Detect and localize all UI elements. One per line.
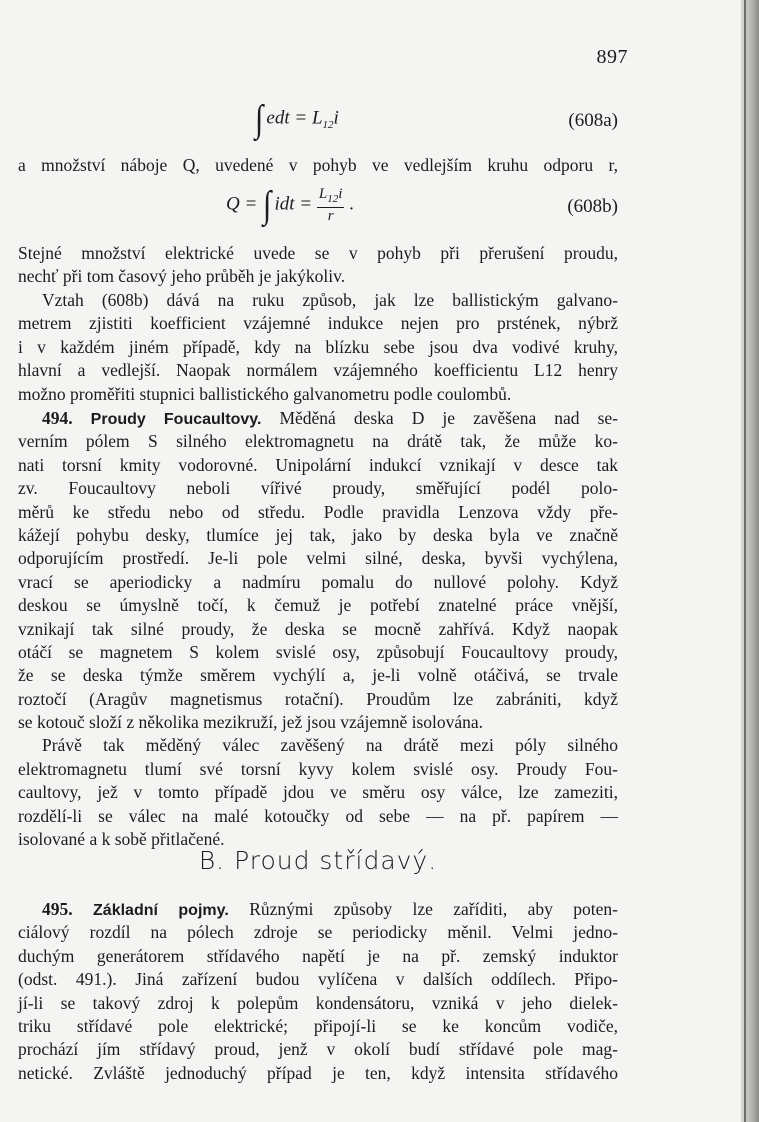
text-line: metrem zjistiti koefficient vzájemné indukce nejen pro prstének, nýbrž	[18, 313, 618, 334]
text-line: že se deska týmže směrem vychýlí a, je-li volně otáčivá, se trvale	[18, 665, 618, 686]
text-line: prochází jím střídavý proud, jenž v okolí budí střídavé pole mag-	[18, 1039, 618, 1060]
text-line: Stejné množství elektrické uvede se v pohyb při přerušení proudu,	[18, 243, 618, 263]
book-spine-edge	[741, 0, 759, 1122]
text-line: isolované a k sobě přitlačené.	[18, 829, 225, 850]
section-494-heading-line	[18, 407, 618, 430]
section-number: 495.	[42, 899, 73, 919]
text-line: rozdělí-li se válec na malé kotoučky od sebe — na př. papírem —	[18, 805, 618, 826]
text-line: roztočí (Aragův magnetismus rotační). Proudům lze zabrániti, když	[18, 688, 618, 709]
text-line: jí-li se takový zdroj k polepům kondensátoru, vzniká v jeho dielek-	[18, 992, 618, 1013]
text-line: ciálový rozdíl na pólech zdroje se periodicky měnil. Velmi jedno-	[18, 922, 618, 943]
section-494	[18, 407, 618, 851]
text-line: otáčí se magnetem S kolem svislé osy, způsobují Foucaultovy proudy,	[18, 641, 618, 662]
intro-line: a množství náboje Q, uvedené v pohyb ve vedlejším kruhu odporu r,	[18, 155, 618, 175]
text-line: možno proměřiti stupnici ballistického galvanometru podle coulombů.	[18, 383, 512, 404]
integral-icon: ∫	[263, 184, 272, 226]
fraction-denominator: r	[327, 208, 334, 224]
section-495-heading-line	[18, 898, 618, 921]
text-line: kážejí pohybu desky, tlumíce jej tak, jako by deska byla ve značně	[18, 524, 618, 545]
section-b-heading: B. Proud střídavý.	[198, 846, 438, 875]
integral-icon: ∫	[255, 98, 264, 140]
text-line: i v každém jiném případě, kdy na blízku sebe jsou dva vodivé kruhy,	[18, 336, 618, 357]
equation-608b-label: (608b)	[567, 196, 618, 217]
section-title: Základní pojmy.	[93, 902, 229, 919]
numerator-L: L	[318, 186, 328, 202]
text-line: caultovy, jež v tomto případě jdou ve směru osy válce, lze zameziti,	[18, 782, 618, 803]
numerator-sub: 12	[327, 193, 339, 205]
text-line: netické. Zvláště jednoduchý případ je ten, když intensita střídavého	[18, 1062, 618, 1083]
text-line: duchým generátorem střídavého napětí je na př. zemský induktor	[18, 945, 618, 966]
text-line: nechť při tom časový jeho průběh je jakýkoliv.	[18, 266, 346, 287]
page-number: 897	[596, 46, 628, 68]
section-first-line: Různými způsoby lze zaříditi, aby poten-	[249, 899, 619, 919]
equation-608b-lhs: Q =	[226, 193, 258, 215]
section-495	[18, 898, 618, 1085]
intro-text	[18, 154, 618, 177]
paragraph-1	[18, 242, 618, 289]
text-line: odporujícím prostředí. Je-li pole velmi silné, deska, byvši vychýlena,	[18, 548, 618, 569]
text-line: deskou se úmyslně točí, k čemuž je potřebí znatelné práce vnější,	[18, 595, 618, 616]
equation-608a-rhs: i	[333, 107, 339, 129]
equation-608b-formula	[226, 186, 354, 224]
section-number: 494.	[42, 408, 73, 428]
text-line: vrací se aperiodicky a nadmíru pomalu do nullové polohy. Když	[18, 571, 618, 592]
equation-608a	[18, 100, 618, 140]
section-first-line: Měděná deska D je zavěšena nad se-	[279, 408, 619, 428]
paragraph-2	[18, 289, 618, 406]
equation-608a-label: (608a)	[568, 110, 618, 131]
equation-608a-sub: 12	[322, 119, 334, 132]
equation-608a-lhs: edt = L	[266, 107, 323, 129]
text-line: Vztah (608b) dává na ruku způsob, jak lze ballistickým galvano-	[42, 290, 618, 310]
text-line: elektromagnetu tlumí své torsní kyvy kolem svislé osy. Proudy Fou-	[18, 758, 618, 779]
numerator-i: i	[338, 186, 343, 202]
text-line: triku střídavé pole elektrické; připojí-li se ke koncům vodiče,	[18, 1015, 618, 1036]
text-line: vznikají tak silné proudy, že deska se mocně zahřívá. Když naopak	[18, 618, 618, 639]
equation-608a-formula	[254, 100, 339, 138]
text-line: hlavní a vedlejší. Naopak normálem vzájemného koefficientu L12 henry	[18, 360, 618, 381]
text-line: se kotouč složí z několika mezikruží, jež jsou vzájemně isolována.	[18, 712, 484, 733]
text-line: verním pólem S silného elektromagnetu na drátě tak, že může ko-	[18, 431, 618, 452]
equation-608b-dot: .	[349, 193, 354, 215]
page	[18, 0, 628, 1122]
text-line: (odst. 491.). Jiná zařízení budou vylíčena v dalších oddílech. Připo-	[18, 969, 618, 990]
equation-608b-fraction	[317, 186, 345, 224]
fraction-numerator	[317, 186, 345, 208]
text-line: Právě tak měděný válec zavěšený na drátě mezi póly silného	[42, 735, 618, 756]
equation-608b-mid: idt =	[274, 193, 313, 215]
text-line: měrů ke středu nebo od středu. Podle pravidla Lenzova vždy pře-	[18, 501, 618, 522]
text-line: nati torsní kmity vodorovné. Unipolární indukcí vznikají v desce tak	[18, 454, 618, 475]
text-line: zv. Foucaultovy neboli vířivé proudy, směřující podél polo-	[18, 478, 618, 499]
equation-608b	[18, 186, 618, 226]
section-title: Proudy Foucaultovy.	[90, 411, 262, 428]
